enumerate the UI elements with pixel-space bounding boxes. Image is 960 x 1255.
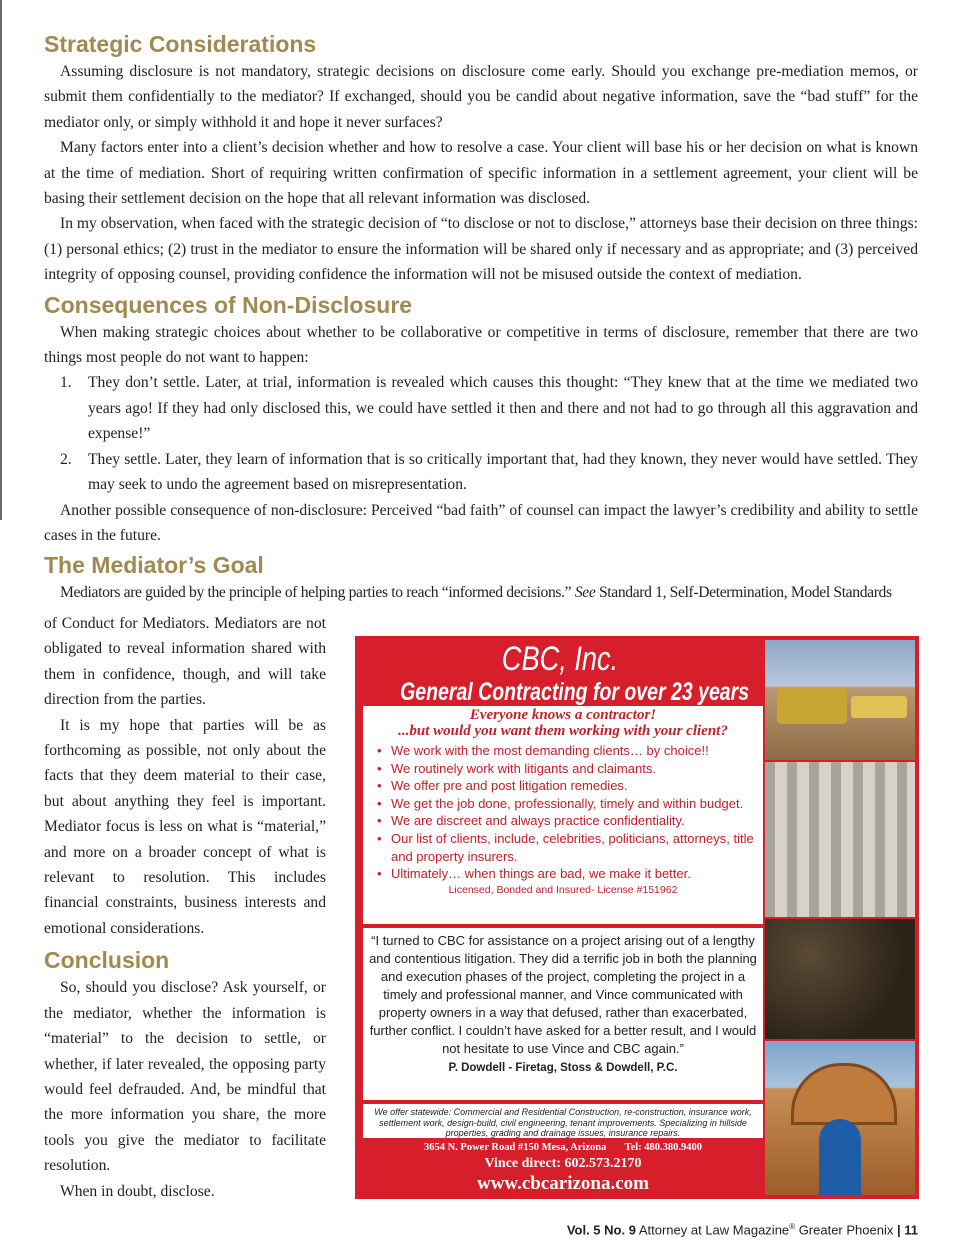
paragraph: In my observation, when faced with the strategic decision of “to disclose or not to disclose,” attorneys base their decision on three things: (1) personal ethics; (2) trust in the mediator to ensure the information will be shared only if necessary and as appropriate; and (3) perceived integrity of opposing counsel, providing confidence the information will not be misused outside the context of mediation. xyxy=(44,215,918,284)
ad-bullet: • We get the job done, professionally, timely and within budget. xyxy=(377,795,763,813)
italic-see: See xyxy=(574,584,596,602)
paragraph: When making strategic choices about whether to be collaborative or competitive in terms of disclosure, remember that there are two things most people do not want to happen: xyxy=(44,323,918,367)
ad-title-block xyxy=(355,640,765,706)
ad-testimonial-box xyxy=(363,928,763,1100)
hillside-photo xyxy=(765,919,915,1039)
ad-testimonial: “I turned to CBC for assistance on a project arising out of a lengthy and contentious litigation. They did a terrific job in both the planning and execution phases of the project, completing the project in a timely and professional manner, and Vince communicated with property owners in a way that defused, rather than exacerbated, further conflict. I couldn’t have asked for a better result, and I would not hesitate to use Vince and CBC again.” xyxy=(369,933,757,1056)
heading-strategic-considerations: Strategic Considerations xyxy=(44,31,317,57)
house-entrance-photo xyxy=(765,1041,915,1195)
heading-conclusion: Conclusion xyxy=(44,947,170,974)
paragraph: It is my hope that parties will be as forthcoming as possible, not only about the facts that they deem material to their case, but about anything they feel is important. Mediator focus is less on what is “material,” and more on a broader concept of what is relevant to resolution. This includes financial constraints, business interests and emotional considerations. xyxy=(44,716,326,937)
footer-magazine: Attorney at Law Magazine xyxy=(638,1222,790,1238)
paragraph: Many factors enter into a client’s decision whether and how to resolve a case. Your client will base his or her decision on what is known at the time of mediation. Short of requiring written confirmation of specific information in a settlement agreement, your client will be basing their settlement decision on the hope that all relevant information was disclosed. xyxy=(44,139,918,208)
paragraph xyxy=(44,580,918,605)
page-edge-line xyxy=(0,0,2,520)
text-run: Standard 1, Self-Determination, Model Standards xyxy=(595,584,892,602)
list-item xyxy=(44,447,918,498)
road-grader-photo xyxy=(765,640,915,760)
list-number: 2. xyxy=(60,450,72,468)
grader-shape xyxy=(777,688,847,724)
ad-direct-phone: Vince direct: 602.573.2170 xyxy=(484,1156,642,1171)
ad-company-name: CBC, Inc. xyxy=(501,640,619,678)
ad-bullet: • We offer pre and post litigation remedies. xyxy=(377,777,763,795)
page-number: 11 xyxy=(904,1222,918,1238)
paragraph: So, should you disclose? Ask yourself, or the mediator, whether the information is “material” to the decision to settle, or whether, if later revealed, the opposing party would feel defrauded. And, be mindful that the more information you share, the more tools you give the mediator to facilitate resolution. xyxy=(44,979,326,1175)
page-footer xyxy=(567,1222,918,1237)
ad-offer-box xyxy=(363,1104,763,1138)
numbered-list xyxy=(44,370,918,497)
ad-website-link[interactable]: www.cbcarizona.com xyxy=(476,1173,650,1194)
ad-services-box xyxy=(363,706,763,924)
framing-photo xyxy=(765,762,915,917)
door-shape xyxy=(819,1119,861,1195)
ad-tagline: ...but would you want them working with your client? xyxy=(398,723,728,739)
paragraph: Another possible consequence of non-disclosure: Perceived “bad faith” of counsel can impact the lawyer’s credibility and ability to settle cases in the future. xyxy=(44,501,918,544)
text-run: Mediators are guided by the principle of helping parties to reach “informed decisions.” xyxy=(60,584,575,602)
dome-shape xyxy=(791,1063,897,1125)
list-item-text: They settle. Later, they learn of information that is so critically important that, had they known, they never would have settled. They may seek to undo the agreement based on misrepresentation. xyxy=(88,450,918,494)
list-number: 1. xyxy=(60,374,72,392)
ad-bullet: • We routinely work with litigants and claimants. xyxy=(377,760,763,778)
ad-license: Licensed, Bonded and Insured- License #151962 xyxy=(448,883,678,896)
ad-bullet: • We work with the most demanding clients… by choice!! xyxy=(377,742,763,760)
ad-subtitle: General Contracting for over 23 years xyxy=(400,678,750,706)
footer-region: Greater Phoenix xyxy=(798,1222,894,1238)
ad-offer-text: We offer statewide: Commercial and Residential Construction, re-construction, insurance work, settlement work, design-build, civil engineering, tenant improvements. Specializing in hillside properties, grading and drainage issues, insurance repairs. xyxy=(374,1107,752,1138)
list-item xyxy=(44,370,918,446)
heading-consequences: Consequences of Non-Disclosure xyxy=(44,291,413,318)
footer-registered: ® xyxy=(789,1222,796,1231)
paragraph: Assuming disclosure is not mandatory, strategic decisions on disclosure come early. Should you exchange pre-mediation memos, or submit them confidentially to the mediator? If exchanged, should you be candid about negative information, save the “bad stuff” for the mediator only, or simply withhold it and hope it never surfaces? xyxy=(44,63,918,131)
ad-address: 3654 N. Power Road #150 Mesa, Arizona Tel: 480.380.9400 xyxy=(423,1142,703,1153)
paragraph: When in doubt, disclose. xyxy=(60,1182,215,1200)
footer-issue: Vol. 5 No. 9 xyxy=(566,1222,636,1238)
truck-shape xyxy=(851,696,907,718)
footer-separator: | xyxy=(896,1222,901,1238)
ad-bullet: • Our list of clients, include, celebrities, politicians, attorneys, title and property insurers. xyxy=(377,830,763,865)
ad-testimonial-author: P. Dowdell - Firetag, Stoss & Dowdell, P.C. xyxy=(448,1062,678,1074)
paragraph: of Conduct for Mediators. Mediators are not obligated to reveal information shared with them in confidence, though, and will take direction from the parties. xyxy=(44,615,326,709)
ad-bullet-list xyxy=(363,742,763,883)
article-left-column xyxy=(44,611,326,1204)
cbc-advertisement xyxy=(355,636,919,1199)
ad-photo-strip xyxy=(765,640,915,1195)
ad-bullet: • Ultimately… when things are bad, we make it better. xyxy=(377,865,763,883)
ad-bullet: • We are discreet and always practice confidentiality. xyxy=(377,812,763,830)
list-item-text: They don’t settle. Later, at trial, information is revealed which causes this thought: “They knew that at the time we mediated two years ago! If they had only disclosed this, we could have settled it then and there and not had to go through all this aggravation and expense!” xyxy=(88,374,918,443)
ad-tagline: Everyone knows a contractor! xyxy=(469,707,657,723)
article-top-column xyxy=(44,29,918,606)
heading-mediators-goal: The Mediator’s Goal xyxy=(44,552,264,579)
